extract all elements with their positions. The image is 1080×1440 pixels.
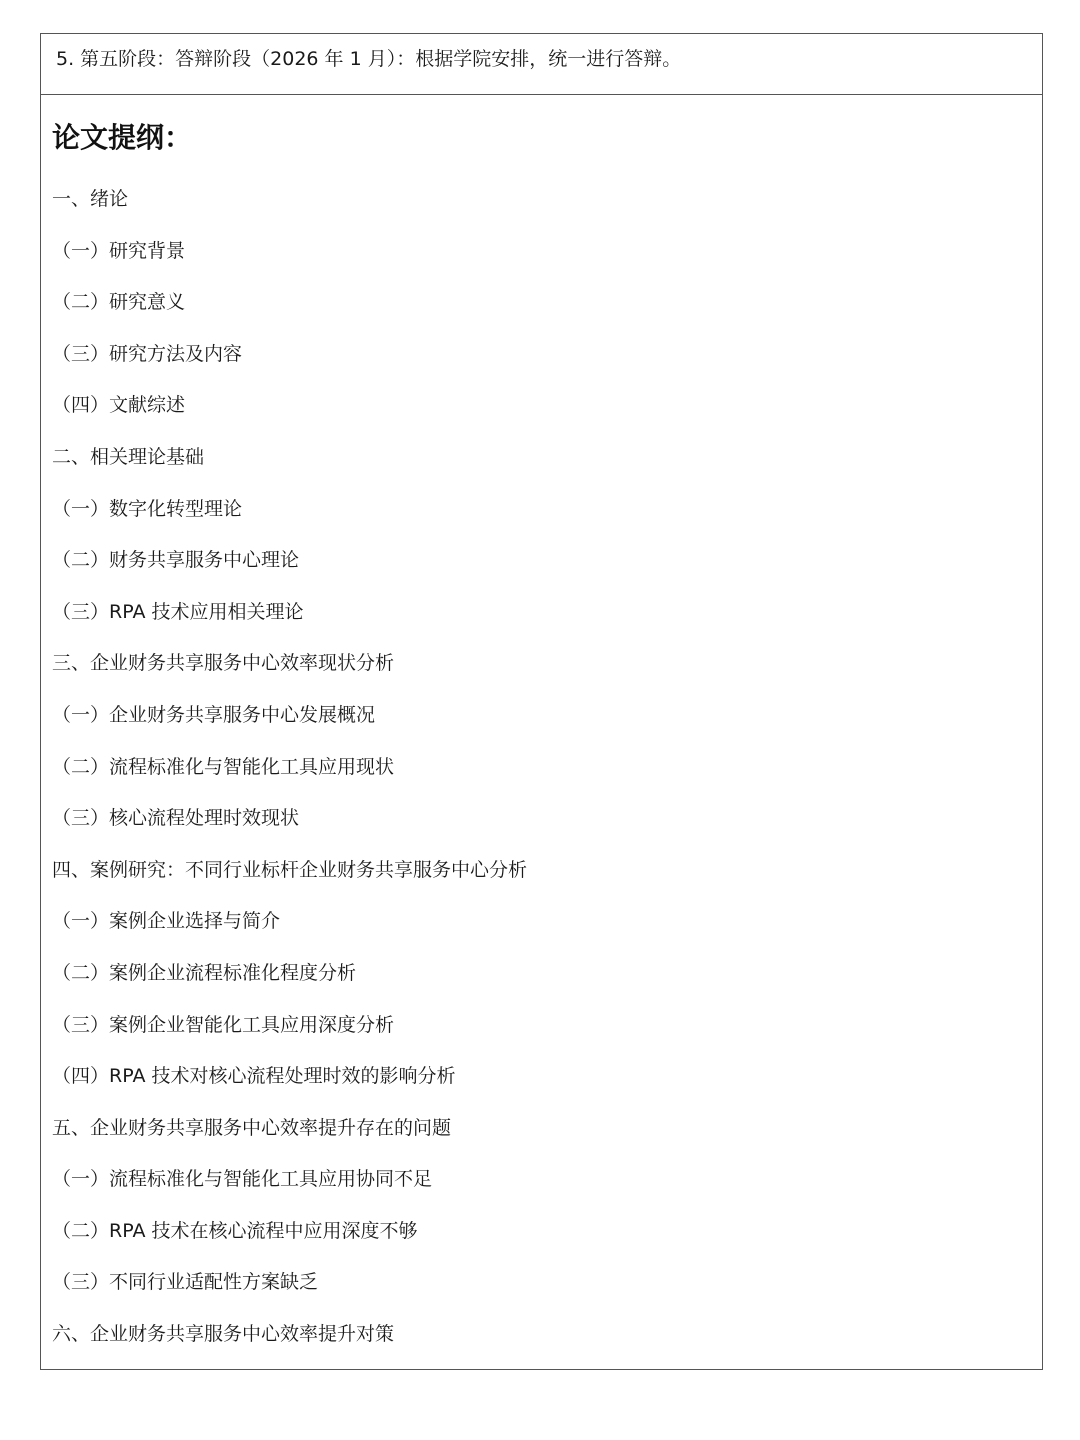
outline-item: （四）文献综述 (52, 394, 186, 417)
outline-item: （三）研究方法及内容 (52, 342, 243, 365)
outline-item: （三）核心流程处理时效现状 (52, 807, 300, 830)
outline-item: 三、企业财务共享服务中心效率现状分析 (52, 652, 395, 675)
outline-item: （一）研究背景 (52, 239, 186, 262)
outline-item: （一）案例企业选择与简介 (52, 910, 281, 933)
outline-item: （三）案例企业智能化工具应用深度分析 (52, 1013, 395, 1036)
outline-item: （二）案例企业流程标准化程度分析 (52, 961, 357, 984)
outline-item: （一）企业财务共享服务中心发展概况 (52, 703, 376, 726)
outline-item: 五、企业财务共享服务中心效率提升存在的问题 (52, 1116, 452, 1139)
outline-item: （二）流程标准化与智能化工具应用现状 (52, 755, 395, 778)
outline-item: （二）研究意义 (52, 291, 186, 314)
outline-list (52, 184, 527, 1371)
outline-item: 二、相关理论基础 (52, 445, 205, 468)
outline-item: 一、绪论 (52, 188, 129, 210)
outline-item: （一）流程标准化与智能化工具应用协同不足 (52, 1168, 433, 1191)
outline-title: 论文提纲： (52, 121, 193, 154)
outline-item: （二）RPA 技术在核心流程中应用深度不够 (52, 1219, 418, 1242)
outline-item: （四）RPA 技术对核心流程处理时效的影响分析 (52, 1065, 456, 1088)
outline-item: （一）数字化转型理论 (52, 497, 243, 520)
stage-row (41, 34, 1042, 95)
outline-item: （三）不同行业适配性方案缺乏 (52, 1271, 319, 1294)
outline-item: 六、企业财务共享服务中心效率提升对策 (52, 1323, 395, 1346)
outline-item: （二）财务共享服务中心理论 (52, 549, 300, 572)
proposal-table (40, 33, 1043, 1370)
outline-item: （三）RPA 技术应用相关理论 (52, 600, 304, 623)
outline-item: 四、案例研究：不同行业标杆企业财务共享服务中心分析 (52, 858, 528, 881)
stage-five-text: 5. 第五阶段：答辩阶段（2026 年 1 月）：根据学院安排，统一进行答辩。 (56, 48, 682, 70)
